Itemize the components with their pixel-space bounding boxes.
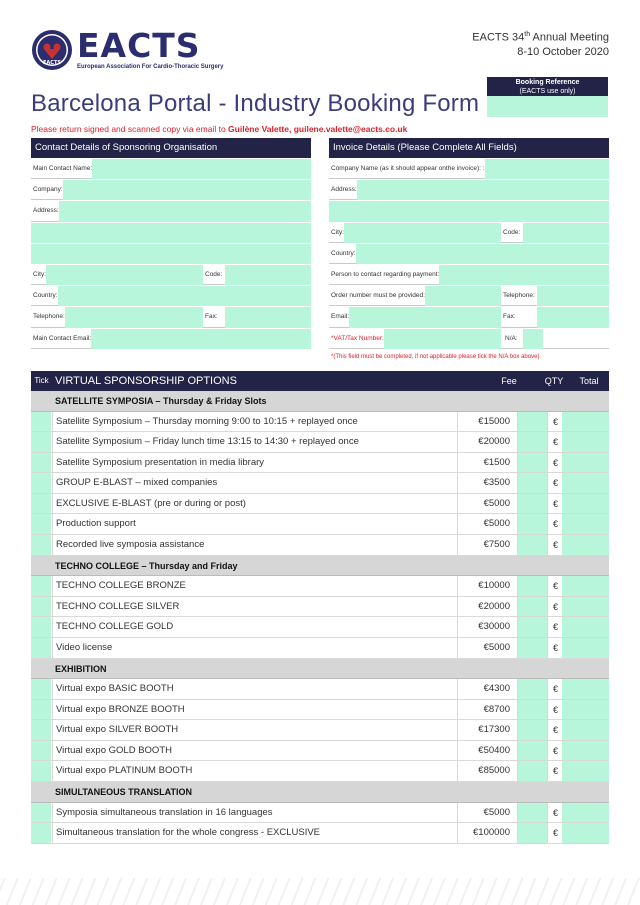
option-fee: €8700 xyxy=(457,700,517,720)
invoice-city-input[interactable] xyxy=(344,223,501,243)
col-total-header: Total xyxy=(579,376,599,386)
code-input[interactable] xyxy=(225,265,311,285)
address-input-3[interactable] xyxy=(31,244,311,264)
currency-symbol: € xyxy=(547,576,562,596)
qty-input[interactable] xyxy=(517,412,547,432)
option-row xyxy=(31,823,609,844)
option-row xyxy=(31,761,609,782)
option-row xyxy=(31,741,609,762)
invoice-fax-input[interactable] xyxy=(537,307,609,327)
na-spacer xyxy=(543,329,609,349)
footer-decoration xyxy=(0,878,640,905)
tick-box[interactable] xyxy=(31,432,52,452)
invoice-country-label: Country: xyxy=(329,244,356,264)
invoice-section xyxy=(329,138,609,349)
col-fee-header: Fee xyxy=(501,376,517,386)
category-header: SIMULTANEOUS TRANSLATION xyxy=(31,782,609,803)
currency-symbol: € xyxy=(547,741,562,761)
country-input[interactable] xyxy=(58,286,311,306)
option-fee: €15000 xyxy=(457,412,517,432)
option-name: TECHNO COLLEGE GOLD xyxy=(52,617,457,637)
option-name: EXCLUSIVE E-BLAST (pre or during or post) xyxy=(52,494,457,514)
total-input[interactable] xyxy=(562,617,609,637)
logo-subtitle: European Association For Cardio-Thoracic Surgery xyxy=(77,64,224,70)
option-row xyxy=(31,494,609,515)
option-fee: €20000 xyxy=(457,432,517,452)
tick-box[interactable] xyxy=(31,576,52,596)
currency-symbol: € xyxy=(547,514,562,534)
option-row xyxy=(31,453,609,474)
currency-symbol: € xyxy=(547,823,562,843)
total-input[interactable] xyxy=(562,494,609,514)
option-name: TECHNO COLLEGE BRONZE xyxy=(52,576,457,596)
invoice-telephone-label: Telephone: xyxy=(501,286,537,306)
total-input[interactable] xyxy=(562,679,609,699)
logo-text: EACTS xyxy=(77,26,201,65)
option-name: Recorded live symposia assistance xyxy=(52,535,457,555)
city-input[interactable] xyxy=(46,265,203,285)
option-fee: €4300 xyxy=(457,679,517,699)
option-row xyxy=(31,473,609,494)
vat-number-label: *VAT/Tax Number: xyxy=(329,329,384,349)
qty-input[interactable] xyxy=(517,679,547,699)
option-fee: €5000 xyxy=(457,514,517,534)
total-input[interactable] xyxy=(562,597,609,617)
invoice-company-input[interactable] xyxy=(485,159,609,179)
contact-section xyxy=(31,138,311,349)
option-name: Virtual expo BASIC BOOTH xyxy=(52,679,457,699)
vat-footnote: *(This field must be completed, if not applicable please tick the N/A box above) xyxy=(331,354,540,360)
tick-box[interactable] xyxy=(31,494,52,514)
qty-input[interactable] xyxy=(517,700,547,720)
option-row xyxy=(31,679,609,700)
address-label: Address: xyxy=(31,201,59,221)
tick-box[interactable] xyxy=(31,741,52,761)
category-header: TECHNO COLLEGE – Thursday and Friday xyxy=(31,556,609,577)
total-input[interactable] xyxy=(562,720,609,740)
meeting-dates: 8-10 October 2020 xyxy=(517,45,609,58)
currency-symbol: € xyxy=(547,453,562,473)
meeting-name: EACTS 34 xyxy=(472,31,525,44)
total-input[interactable] xyxy=(562,412,609,432)
code-label: Code: xyxy=(203,265,225,285)
option-row xyxy=(31,432,609,453)
qty-input[interactable] xyxy=(517,494,547,514)
qty-input[interactable] xyxy=(517,720,547,740)
option-row xyxy=(31,412,609,433)
option-row xyxy=(31,514,609,535)
currency-symbol: € xyxy=(547,494,562,514)
tick-box[interactable] xyxy=(31,803,52,823)
address-input-1[interactable] xyxy=(59,201,311,221)
total-input[interactable] xyxy=(562,638,609,658)
booking-ref-label: Booking Reference xyxy=(515,79,580,86)
invoice-heading: Invoice Details (Please Complete All Fields) xyxy=(329,138,609,158)
option-row xyxy=(31,720,609,741)
qty-input[interactable] xyxy=(517,823,547,843)
tick-box[interactable] xyxy=(31,823,52,843)
note-text: Please return signed and scanned copy via email to xyxy=(31,124,229,134)
options-header xyxy=(31,371,609,391)
option-fee: €17300 xyxy=(457,720,517,740)
main-contact-email-input[interactable] xyxy=(91,329,311,349)
currency-symbol: € xyxy=(547,535,562,555)
option-row xyxy=(31,535,609,556)
meeting-name-suffix: Annual Meeting xyxy=(530,31,609,44)
booking-ref-input[interactable] xyxy=(487,96,608,117)
option-fee: €30000 xyxy=(457,617,517,637)
invoice-telephone-input[interactable] xyxy=(537,286,609,306)
qty-input[interactable] xyxy=(517,597,547,617)
qty-input[interactable] xyxy=(517,803,547,823)
invoice-fax-label: Fax: xyxy=(501,307,537,327)
qty-input[interactable] xyxy=(517,473,547,493)
option-fee: €50400 xyxy=(457,741,517,761)
tick-box[interactable] xyxy=(31,597,52,617)
meeting-ordinal: th xyxy=(524,31,531,38)
invoice-email-label: Email: xyxy=(329,307,349,327)
tick-box[interactable] xyxy=(31,700,52,720)
vat-number-input[interactable] xyxy=(384,329,501,349)
total-input[interactable] xyxy=(562,823,609,843)
invoice-address-input-2[interactable] xyxy=(329,201,609,221)
invoice-email-input[interactable] xyxy=(349,307,501,327)
tick-box[interactable] xyxy=(31,679,52,699)
total-input[interactable] xyxy=(562,535,609,555)
note-contact-email[interactable]: Guilène Valette, guilene.valette@eacts.co.uk xyxy=(228,124,408,134)
option-fee: €3500 xyxy=(457,473,517,493)
meeting-info xyxy=(472,28,609,59)
booking-reference xyxy=(487,77,608,117)
option-fee: €5000 xyxy=(457,803,517,823)
invoice-city-label: City: xyxy=(329,223,344,243)
booking-ref-sub: (EACTS use only) xyxy=(519,88,576,95)
main-contact-name-label: Main Contact Name: xyxy=(31,159,92,179)
city-label: City: xyxy=(31,265,46,285)
option-name: Virtual expo BRONZE BOOTH xyxy=(52,700,457,720)
option-row xyxy=(31,617,609,638)
total-input[interactable] xyxy=(562,514,609,534)
payment-contact-input[interactable] xyxy=(439,265,609,285)
option-name: Satellite Symposium – Thursday morning 9:00 to 10:15 + replayed once xyxy=(52,412,457,432)
option-fee: €5000 xyxy=(457,494,517,514)
currency-symbol: € xyxy=(547,700,562,720)
option-name: TECHNO COLLEGE SILVER xyxy=(52,597,457,617)
fax-input[interactable] xyxy=(225,307,311,327)
na-label: N/A: xyxy=(501,329,523,349)
tick-box[interactable] xyxy=(31,473,52,493)
currency-symbol: € xyxy=(547,638,562,658)
company-label: Company: xyxy=(31,180,63,200)
total-input[interactable] xyxy=(562,473,609,493)
country-label: Country: xyxy=(31,286,58,306)
tick-box[interactable] xyxy=(31,535,52,555)
qty-input[interactable] xyxy=(517,741,547,761)
invoice-country-input[interactable] xyxy=(356,244,609,264)
invoice-code-input[interactable] xyxy=(523,223,609,243)
invoice-address-input-1[interactable] xyxy=(357,180,609,200)
option-fee: €1500 xyxy=(457,453,517,473)
option-name: Simultaneous translation for the whole congress - EXCLUSIVE xyxy=(52,823,457,843)
option-fee: €7500 xyxy=(457,535,517,555)
category-header: SATELLITE SYMPOSIA – Thursday & Friday Slots xyxy=(31,391,609,412)
telephone-input[interactable] xyxy=(65,307,203,327)
qty-input[interactable] xyxy=(517,453,547,473)
telephone-label: Telephone: xyxy=(31,307,65,327)
option-row xyxy=(31,700,609,721)
option-fee: €85000 xyxy=(457,761,517,781)
currency-symbol: € xyxy=(547,412,562,432)
sponsorship-options-table xyxy=(31,371,609,844)
col-tick-header: Tick xyxy=(34,376,49,385)
option-fee: €100000 xyxy=(457,823,517,843)
eacts-logo xyxy=(31,26,224,71)
currency-symbol: € xyxy=(547,617,562,637)
option-name: Virtual expo GOLD BOOTH xyxy=(52,741,457,761)
total-input[interactable] xyxy=(562,432,609,452)
na-checkbox[interactable] xyxy=(523,329,543,349)
option-row xyxy=(31,576,609,597)
total-input[interactable] xyxy=(562,741,609,761)
option-fee: €10000 xyxy=(457,576,517,596)
tick-box[interactable] xyxy=(31,720,52,740)
currency-symbol: € xyxy=(547,720,562,740)
tick-box[interactable] xyxy=(31,617,52,637)
currency-symbol: € xyxy=(547,679,562,699)
order-number-label: Order number must be provided: xyxy=(329,286,425,306)
option-name: Virtual expo SILVER BOOTH xyxy=(52,720,457,740)
option-fee: €5000 xyxy=(457,638,517,658)
total-input[interactable] xyxy=(562,453,609,473)
payment-contact-label: Person to contact regarding payment: xyxy=(329,265,439,285)
qty-input[interactable] xyxy=(517,535,547,555)
page-title: Barcelona Portal - Industry Booking Form xyxy=(31,90,480,117)
qty-input[interactable] xyxy=(517,617,547,637)
return-note xyxy=(31,124,407,134)
currency-symbol: € xyxy=(547,473,562,493)
order-number-input[interactable] xyxy=(425,286,501,306)
category-header: EXHIBITION xyxy=(31,659,609,680)
currency-symbol: € xyxy=(547,803,562,823)
tick-box[interactable] xyxy=(31,514,52,534)
option-name: Video license xyxy=(52,638,457,658)
total-input[interactable] xyxy=(562,576,609,596)
main-contact-email-label: Main Contact Email: xyxy=(31,329,91,349)
address-input-2[interactable] xyxy=(31,223,311,243)
col-qty-header: QTY xyxy=(544,376,564,386)
currency-symbol: € xyxy=(547,432,562,452)
qty-input[interactable] xyxy=(517,576,547,596)
options-body xyxy=(31,391,609,844)
option-row xyxy=(31,803,609,824)
option-name: Virtual expo PLATINUM BOOTH xyxy=(52,761,457,781)
option-name: Symposia simultaneous translation in 16 languages xyxy=(52,803,457,823)
currency-symbol: € xyxy=(547,761,562,781)
tick-box[interactable] xyxy=(31,412,52,432)
invoice-company-label: Company Name (as it should appear onthe invoice): : xyxy=(329,159,485,179)
tick-box[interactable] xyxy=(31,761,52,781)
total-input[interactable] xyxy=(562,803,609,823)
total-input[interactable] xyxy=(562,761,609,781)
option-row xyxy=(31,638,609,659)
invoice-code-label: Code: xyxy=(501,223,523,243)
eacts-emblem-icon xyxy=(31,29,73,71)
option-name: Production support xyxy=(52,514,457,534)
option-row xyxy=(31,597,609,618)
option-name: GROUP E-BLAST – mixed companies xyxy=(52,473,457,493)
fax-label: Fax: xyxy=(203,307,225,327)
company-input[interactable] xyxy=(63,180,311,200)
qty-input[interactable] xyxy=(517,432,547,452)
option-name: Satellite Symposium presentation in media library xyxy=(52,453,457,473)
qty-input[interactable] xyxy=(517,761,547,781)
col-name-header: VIRTUAL SPONSORSHIP OPTIONS xyxy=(55,375,237,387)
tick-box[interactable] xyxy=(31,638,52,658)
qty-input[interactable] xyxy=(517,638,547,658)
invoice-address-label: Address: xyxy=(329,180,357,200)
option-fee: €20000 xyxy=(457,597,517,617)
main-contact-name-input[interactable] xyxy=(92,159,311,179)
total-input[interactable] xyxy=(562,700,609,720)
contact-heading: Contact Details of Sponsoring Organisation xyxy=(31,138,311,158)
emblem-text: EACTS xyxy=(43,60,61,66)
tick-box[interactable] xyxy=(31,453,52,473)
option-name: Satellite Symposium – Friday lunch time 13:15 to 14:30 + replayed once xyxy=(52,432,457,452)
currency-symbol: € xyxy=(547,597,562,617)
qty-input[interactable] xyxy=(517,514,547,534)
